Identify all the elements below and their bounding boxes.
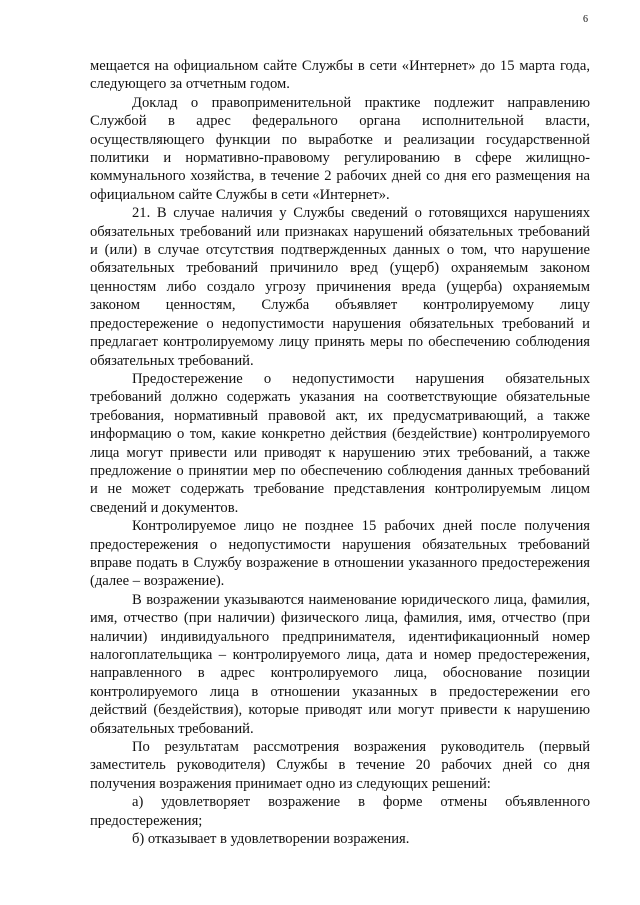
paragraph: мещается на официальном сайте Службы в сети «Интернет» до 15 марта года, следующего за отчетным годом. [90, 58, 590, 93]
list-item: б) отказывает в удовлетворении возражения. [132, 831, 410, 848]
list-item: а) удовлетворяет возражение в форме отмены объявленного предостережения; [90, 794, 590, 829]
paragraph: В возражении указываются наименование юридического лица, фамилия, имя, отчество (при наличии) физического лица, фамилия, имя, отчество (при наличии) индивидуального предпринимателя, идентификационный номер налогоплательщика – контролируемого лица, дата и номер предостережения, направленного в адрес контролируемого лица, обоснование позиции контролируемого лица в отношении указанных в предостережении его действий (бездействия), которые приводят или могут привести к нарушению обязательных требований. [90, 591, 590, 737]
paragraph: 21. В случае наличия у Службы сведений о готовящихся нарушениях обязательных требований или признаках нарушений обязательных требований и (или) в случае отсутствия подтвержденных данных о том, что нарушение обязательных требований причинило вред (ущерб) охраняемым законом ценностям либо создало угрозу причинения вреда (ущерба) охраняемым законом ценностям, Служба объявляет контролируемому лицу предостережение о недопустимости нарушения обязательных требований и предлагает контролируемому лицу принять меры по обеспечению соблюдения обязательных требований. [90, 205, 590, 369]
paragraph: Предостережение о недопустимости нарушения обязательных требований должно содержать указания на соответствующие обязательные требования, нормативный правовой акт, их предусматривающий, а также информацию о том, какие конкретно действия (бездействие) контролируемого лица могут привести или приводят к нарушению этих требований, а также предложение о принятии мер по обеспечению соблюдения данных требований и не может содержать требование представления контролируемым лицом сведений и документов. [90, 370, 590, 516]
document-body [90, 57, 590, 848]
paragraph: Контролируемое лицо не позднее 15 рабочих дней после получения предостережения о недопустимости нарушения обязательных требований вправе подать в Службу возражение в отношении указанного предостережения (далее – возражение). [90, 518, 590, 590]
paragraph: Доклад о правоприменительной практике подлежит направлению Службой в адрес федерального органа исполнительной власти, осуществляющего функции по выработке и реализации государственной политики и нормативно-правовому регулированию в сфере жилищно-коммунального хозяйства, в течение 2 рабочих дней со дня его размещения на официальном сайте Службы в сети «Интернет». [90, 94, 590, 203]
page-number: 6 [583, 14, 588, 25]
paragraph: По результатам рассмотрения возражения руководитель (первый заместитель руководителя) Службы в течение 20 рабочих дней со дня получения возражения принимает одно из следующих решений: [90, 739, 590, 792]
